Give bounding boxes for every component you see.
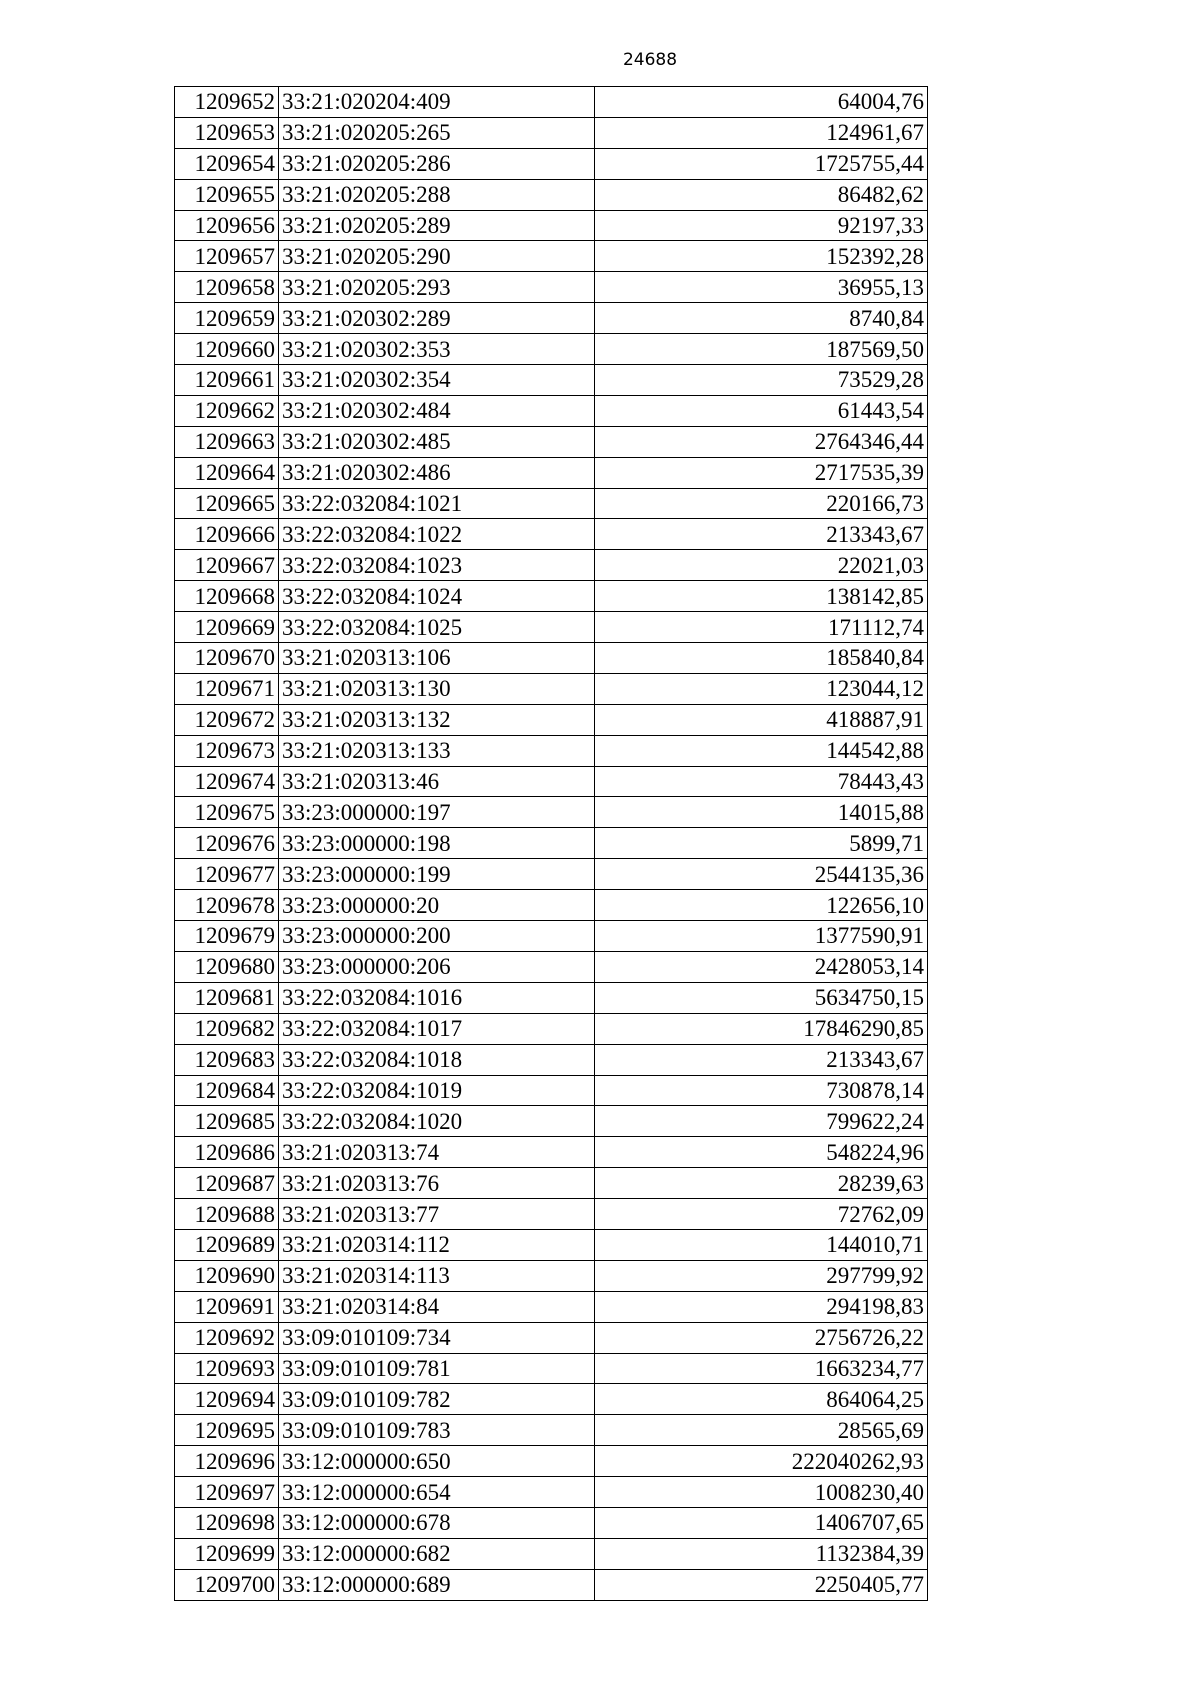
table-row <box>175 1137 928 1168</box>
value-cell: 36955,13 <box>595 272 928 303</box>
row-id-cell: 1209666 <box>175 519 279 550</box>
value-cell: 152392,28 <box>595 241 928 272</box>
table-row <box>175 457 928 488</box>
cadastral-number-cell: 33:22:032084:1017 <box>279 1013 595 1044</box>
cadastral-number-cell: 33:22:032084:1018 <box>279 1044 595 1075</box>
table-row <box>175 643 928 674</box>
value-cell: 86482,62 <box>595 179 928 210</box>
table-row <box>175 365 928 396</box>
table-row <box>175 1415 928 1446</box>
value-cell: 78443,43 <box>595 766 928 797</box>
cadastral-number-cell: 33:21:020314:113 <box>279 1260 595 1291</box>
row-id-cell: 1209670 <box>175 643 279 674</box>
row-id-cell: 1209683 <box>175 1044 279 1075</box>
cadastral-number-cell: 33:09:010109:782 <box>279 1384 595 1415</box>
cadastral-number-cell: 33:23:000000:197 <box>279 797 595 828</box>
cadastral-number-cell: 33:21:020313:130 <box>279 673 595 704</box>
cadastral-number-cell: 33:22:032084:1021 <box>279 488 595 519</box>
value-cell: 171112,74 <box>595 612 928 643</box>
value-cell: 28239,63 <box>595 1168 928 1199</box>
row-id-cell: 1209689 <box>175 1229 279 1260</box>
row-id-cell: 1209678 <box>175 890 279 921</box>
row-id-cell: 1209682 <box>175 1013 279 1044</box>
value-cell: 297799,92 <box>595 1260 928 1291</box>
row-id-cell: 1209698 <box>175 1507 279 1538</box>
value-cell: 28565,69 <box>595 1415 928 1446</box>
cadastral-number-cell: 33:12:000000:689 <box>279 1569 595 1600</box>
table-row <box>175 117 928 148</box>
cadastral-number-cell: 33:12:000000:654 <box>279 1477 595 1508</box>
value-cell: 144542,88 <box>595 735 928 766</box>
row-id-cell: 1209671 <box>175 673 279 704</box>
cadastral-number-cell: 33:21:020205:290 <box>279 241 595 272</box>
cadastral-number-cell: 33:21:020313:106 <box>279 643 595 674</box>
table-row <box>175 519 928 550</box>
value-cell: 1406707,65 <box>595 1507 928 1538</box>
value-cell: 2756726,22 <box>595 1322 928 1353</box>
table-row <box>175 581 928 612</box>
row-id-cell: 1209695 <box>175 1415 279 1446</box>
value-cell: 213343,67 <box>595 1044 928 1075</box>
cadastral-number-cell: 33:22:032084:1020 <box>279 1106 595 1137</box>
table-row <box>175 1446 928 1477</box>
row-id-cell: 1209696 <box>175 1446 279 1477</box>
table-row <box>175 1106 928 1137</box>
table-row <box>175 1168 928 1199</box>
cadastral-value-table <box>174 86 928 1601</box>
value-cell: 144010,71 <box>595 1229 928 1260</box>
value-cell: 22021,03 <box>595 550 928 581</box>
value-cell: 2717535,39 <box>595 457 928 488</box>
cadastral-number-cell: 33:21:020205:288 <box>279 179 595 210</box>
row-id-cell: 1209686 <box>175 1137 279 1168</box>
table-row <box>175 735 928 766</box>
value-cell: 418887,91 <box>595 704 928 735</box>
value-cell: 5899,71 <box>595 828 928 859</box>
value-cell: 61443,54 <box>595 395 928 426</box>
cadastral-number-cell: 33:21:020313:77 <box>279 1199 595 1230</box>
cadastral-number-cell: 33:22:032084:1016 <box>279 982 595 1013</box>
cadastral-number-cell: 33:21:020313:46 <box>279 766 595 797</box>
value-cell: 220166,73 <box>595 488 928 519</box>
row-id-cell: 1209668 <box>175 581 279 612</box>
value-cell: 2250405,77 <box>595 1569 928 1600</box>
cadastral-number-cell: 33:23:000000:199 <box>279 859 595 890</box>
cadastral-number-cell: 33:23:000000:198 <box>279 828 595 859</box>
value-cell: 799622,24 <box>595 1106 928 1137</box>
value-cell: 222040262,93 <box>595 1446 928 1477</box>
row-id-cell: 1209699 <box>175 1538 279 1569</box>
cadastral-number-cell: 33:21:020302:353 <box>279 334 595 365</box>
table-row <box>175 1013 928 1044</box>
table-row <box>175 704 928 735</box>
row-id-cell: 1209676 <box>175 828 279 859</box>
value-cell: 124961,67 <box>595 117 928 148</box>
value-cell: 122656,10 <box>595 890 928 921</box>
value-cell: 1377590,91 <box>595 921 928 952</box>
cadastral-number-cell: 33:21:020313:76 <box>279 1168 595 1199</box>
row-id-cell: 1209665 <box>175 488 279 519</box>
page-number: 24688 <box>622 50 678 70</box>
row-id-cell: 1209659 <box>175 303 279 334</box>
row-id-cell: 1209654 <box>175 148 279 179</box>
row-id-cell: 1209662 <box>175 395 279 426</box>
table-row <box>175 1507 928 1538</box>
row-id-cell: 1209691 <box>175 1291 279 1322</box>
table-row <box>175 766 928 797</box>
cadastral-number-cell: 33:12:000000:682 <box>279 1538 595 1569</box>
row-id-cell: 1209690 <box>175 1260 279 1291</box>
table-row <box>175 1260 928 1291</box>
table-row <box>175 828 928 859</box>
table-row <box>175 1569 928 1600</box>
cadastral-number-cell: 33:22:032084:1022 <box>279 519 595 550</box>
row-id-cell: 1209675 <box>175 797 279 828</box>
cadastral-number-cell: 33:21:020314:112 <box>279 1229 595 1260</box>
table-row <box>175 1044 928 1075</box>
table-row <box>175 921 928 952</box>
row-id-cell: 1209663 <box>175 426 279 457</box>
value-cell: 14015,88 <box>595 797 928 828</box>
row-id-cell: 1209658 <box>175 272 279 303</box>
table-row <box>175 179 928 210</box>
row-id-cell: 1209672 <box>175 704 279 735</box>
value-cell: 548224,96 <box>595 1137 928 1168</box>
cadastral-number-cell: 33:21:020205:265 <box>279 117 595 148</box>
cadastral-number-cell: 33:21:020302:484 <box>279 395 595 426</box>
value-cell: 1008230,40 <box>595 1477 928 1508</box>
row-id-cell: 1209679 <box>175 921 279 952</box>
row-id-cell: 1209653 <box>175 117 279 148</box>
value-cell: 5634750,15 <box>595 982 928 1013</box>
value-cell: 294198,83 <box>595 1291 928 1322</box>
row-id-cell: 1209664 <box>175 457 279 488</box>
table-body <box>175 87 928 1601</box>
value-cell: 864064,25 <box>595 1384 928 1415</box>
cadastral-number-cell: 33:22:032084:1019 <box>279 1075 595 1106</box>
row-id-cell: 1209660 <box>175 334 279 365</box>
table-row <box>175 303 928 334</box>
cadastral-number-cell: 33:22:032084:1025 <box>279 612 595 643</box>
cadastral-number-cell: 33:21:020313:132 <box>279 704 595 735</box>
cadastral-number-cell: 33:21:020302:354 <box>279 365 595 396</box>
value-cell: 123044,12 <box>595 673 928 704</box>
value-cell: 213343,67 <box>595 519 928 550</box>
row-id-cell: 1209694 <box>175 1384 279 1415</box>
table-row <box>175 1538 928 1569</box>
cadastral-number-cell: 33:21:020205:293 <box>279 272 595 303</box>
table-row <box>175 426 928 457</box>
table-row <box>175 673 928 704</box>
value-cell: 64004,76 <box>595 87 928 118</box>
table-row <box>175 334 928 365</box>
table-row <box>175 982 928 1013</box>
table-row <box>175 1229 928 1260</box>
table-row <box>175 1322 928 1353</box>
value-cell: 2764346,44 <box>595 426 928 457</box>
value-cell: 72762,09 <box>595 1199 928 1230</box>
table-row <box>175 210 928 241</box>
value-cell: 1132384,39 <box>595 1538 928 1569</box>
table-row <box>175 1353 928 1384</box>
table-row <box>175 951 928 982</box>
row-id-cell: 1209667 <box>175 550 279 581</box>
value-cell: 17846290,85 <box>595 1013 928 1044</box>
row-id-cell: 1209655 <box>175 179 279 210</box>
cadastral-number-cell: 33:21:020313:74 <box>279 1137 595 1168</box>
row-id-cell: 1209700 <box>175 1569 279 1600</box>
cadastral-number-cell: 33:21:020205:286 <box>279 148 595 179</box>
row-id-cell: 1209684 <box>175 1075 279 1106</box>
cadastral-number-cell: 33:22:032084:1023 <box>279 550 595 581</box>
cadastral-number-cell: 33:23:000000:20 <box>279 890 595 921</box>
table-row <box>175 1075 928 1106</box>
table-row <box>175 488 928 519</box>
row-id-cell: 1209687 <box>175 1168 279 1199</box>
value-cell: 185840,84 <box>595 643 928 674</box>
cadastral-number-cell: 33:21:020302:485 <box>279 426 595 457</box>
row-id-cell: 1209652 <box>175 87 279 118</box>
row-id-cell: 1209673 <box>175 735 279 766</box>
table-row <box>175 148 928 179</box>
value-cell: 2428053,14 <box>595 951 928 982</box>
cadastral-number-cell: 33:21:020302:289 <box>279 303 595 334</box>
row-id-cell: 1209697 <box>175 1477 279 1508</box>
table-row <box>175 87 928 118</box>
cadastral-number-cell: 33:23:000000:206 <box>279 951 595 982</box>
table-row <box>175 550 928 581</box>
row-id-cell: 1209677 <box>175 859 279 890</box>
cadastral-number-cell: 33:21:020205:289 <box>279 210 595 241</box>
row-id-cell: 1209674 <box>175 766 279 797</box>
value-cell: 730878,14 <box>595 1075 928 1106</box>
table-row <box>175 241 928 272</box>
value-cell: 1663234,77 <box>595 1353 928 1384</box>
row-id-cell: 1209656 <box>175 210 279 241</box>
row-id-cell: 1209661 <box>175 365 279 396</box>
value-cell: 1725755,44 <box>595 148 928 179</box>
value-cell: 92197,33 <box>595 210 928 241</box>
table-row <box>175 859 928 890</box>
cadastral-number-cell: 33:23:000000:200 <box>279 921 595 952</box>
table-row <box>175 1199 928 1230</box>
row-id-cell: 1209669 <box>175 612 279 643</box>
value-cell: 73529,28 <box>595 365 928 396</box>
cadastral-number-cell: 33:21:020302:486 <box>279 457 595 488</box>
table-row <box>175 272 928 303</box>
table-row <box>175 797 928 828</box>
table-row <box>175 1477 928 1508</box>
value-cell: 8740,84 <box>595 303 928 334</box>
cadastral-number-cell: 33:12:000000:678 <box>279 1507 595 1538</box>
table-row <box>175 1384 928 1415</box>
table-row <box>175 612 928 643</box>
row-id-cell: 1209681 <box>175 982 279 1013</box>
table-row <box>175 890 928 921</box>
cadastral-number-cell: 33:22:032084:1024 <box>279 581 595 612</box>
cadastral-number-cell: 33:12:000000:650 <box>279 1446 595 1477</box>
cadastral-number-cell: 33:09:010109:734 <box>279 1322 595 1353</box>
row-id-cell: 1209692 <box>175 1322 279 1353</box>
cadastral-number-cell: 33:21:020313:133 <box>279 735 595 766</box>
cadastral-number-cell: 33:09:010109:783 <box>279 1415 595 1446</box>
cadastral-number-cell: 33:21:020204:409 <box>279 87 595 118</box>
row-id-cell: 1209688 <box>175 1199 279 1230</box>
row-id-cell: 1209680 <box>175 951 279 982</box>
table-row <box>175 395 928 426</box>
row-id-cell: 1209693 <box>175 1353 279 1384</box>
value-cell: 187569,50 <box>595 334 928 365</box>
value-cell: 2544135,36 <box>595 859 928 890</box>
cadastral-number-cell: 33:21:020314:84 <box>279 1291 595 1322</box>
cadastral-number-cell: 33:09:010109:781 <box>279 1353 595 1384</box>
table-row <box>175 1291 928 1322</box>
value-cell: 138142,85 <box>595 581 928 612</box>
row-id-cell: 1209657 <box>175 241 279 272</box>
row-id-cell: 1209685 <box>175 1106 279 1137</box>
